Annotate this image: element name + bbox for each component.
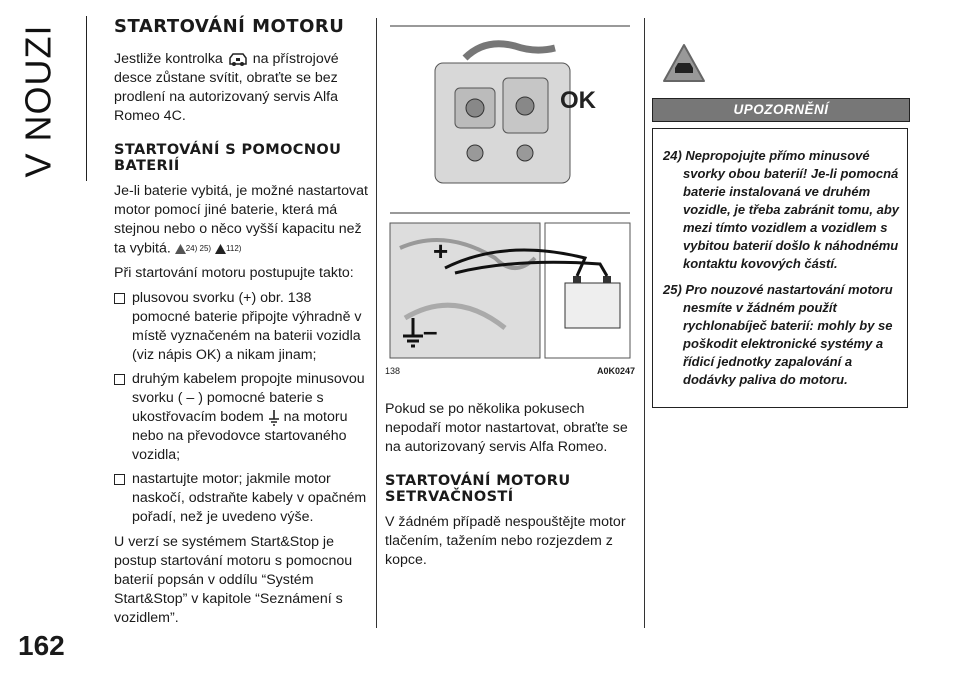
plus-label: + <box>433 236 449 266</box>
warning-item <box>663 147 901 273</box>
checkbox-bullet-icon <box>114 374 125 385</box>
procedure-list <box>114 289 370 527</box>
paragraph-after-attempts: Pokud se po několika pokusech nepodaří motor nastartovat, obraťte se na autorizovaný servis Alfa Romeo. <box>385 401 628 455</box>
column-divider <box>376 18 377 628</box>
warning-item-number: 25) <box>663 282 682 297</box>
caution-car-icon <box>662 43 706 83</box>
warning-triangle-icon <box>215 244 226 254</box>
warning-box <box>652 128 908 408</box>
list-item-text: na motoru nebo na převodovce startovaného vozidla; <box>132 409 348 464</box>
warning-item-text: svorky obou baterií! Je-li pomocná baterie instalovaná ve druhém vozidle, je třeba zabránit tomu, aby mezi tímto vozidlem a vozidlem s vybitou baterií došlo k náhodnému kontaktu kovových částí. <box>683 166 899 271</box>
list-item-text: plusovou svorku (+) obr. 138 pomocné baterie připojte výhradně v místě vyznačeném na baterii vozidla (viz nápis OK) a nikam jinam; <box>132 290 362 364</box>
column-middle <box>385 18 635 576</box>
figure-138 <box>385 18 635 378</box>
list-item <box>114 370 370 465</box>
chapter-divider <box>86 16 87 181</box>
list-item-text: druhým kabelem propojte minusovou svorku ( – ) pomocné baterie s ukostřovacím bodem <box>132 371 365 426</box>
chapter-tab <box>4 24 74 180</box>
engine-immobilizer-icon <box>227 50 249 68</box>
text-part: na přístrojové desce zůstane svítit, obraťte se bez prodlení na autorizovaný servis Alfa Romeo 4C. <box>114 51 339 124</box>
warning-item-first-line: Pro nouzové nastartování motoru <box>685 282 893 297</box>
list-item-text: nastartujte motor; jakmile motor naskočí, odstraňte kabely v opačném pořadí, než je uvedeno výše. <box>132 471 367 526</box>
column-left <box>114 18 370 634</box>
paragraph-start-stop: U verzí se systémem Start&Stop je postup startování motoru s pomocnou baterií popsán v oddílu “Systém Start&Stop” v kapitole “Seznámení s vozidlem”. <box>114 534 353 627</box>
ground-symbol-icon <box>268 410 280 426</box>
heading-engine-start: STARTOVÁNÍ MOTORU <box>114 16 345 37</box>
checkbox-bullet-icon <box>114 293 125 304</box>
jump-start-illustration <box>385 18 635 363</box>
heading-inertia-start: STARTOVÁNÍ MOTORU SETRVAČNOSTÍ <box>385 473 571 505</box>
paragraph-booster-intro <box>114 182 370 258</box>
chapter-title: V NOUZI <box>17 24 59 178</box>
heading-booster-start: STARTOVÁNÍ S POMOCNOU BATERIÍ <box>114 142 342 174</box>
minus-label: – <box>423 316 438 346</box>
warning-item-first-line: Nepropojujte přímo minusové <box>685 148 870 163</box>
warning-triangle-icon <box>175 244 186 254</box>
page-number: 162 <box>18 630 65 661</box>
list-item <box>114 289 370 365</box>
warning-item-text: nesmíte v žádném použít rychlonabíječ baterií: mohly by se poškodit elektronické systémy a řídicí jednotky zapalování a dodávky paliva do motoru. <box>683 300 893 387</box>
reference-numbers: 112) <box>226 244 242 253</box>
reference-numbers: 24) 25) <box>185 244 212 253</box>
figure-caption <box>385 366 635 376</box>
checkbox-bullet-icon <box>114 474 125 485</box>
paragraph-warning-light <box>114 50 370 126</box>
warning-item-number: 24) <box>663 148 682 163</box>
warning-title: UPOZORNĚNÍ <box>652 98 910 122</box>
figure-code: A0K0247 <box>596 366 635 376</box>
figure-number: 138 <box>385 366 401 376</box>
warning-item <box>663 281 901 389</box>
column-divider <box>644 18 645 628</box>
ok-label: OK <box>560 87 596 114</box>
text-part: Jestliže kontrolka <box>114 51 223 67</box>
paragraph-no-push-start: V žádném případě nespouštějte motor tlačením, tažením nebo rozjezdem z kopce. <box>385 514 626 568</box>
text-part: Je-li baterie vybitá, je možné nastartovat motor pomocí jiné baterie, která má stejnou nebo o něco vyšší kapacitu než ta vybitá. <box>114 183 368 257</box>
list-item <box>114 470 370 527</box>
paragraph-procedure: Při startování motoru postupujte takto: <box>114 265 354 282</box>
column-right <box>652 18 908 408</box>
